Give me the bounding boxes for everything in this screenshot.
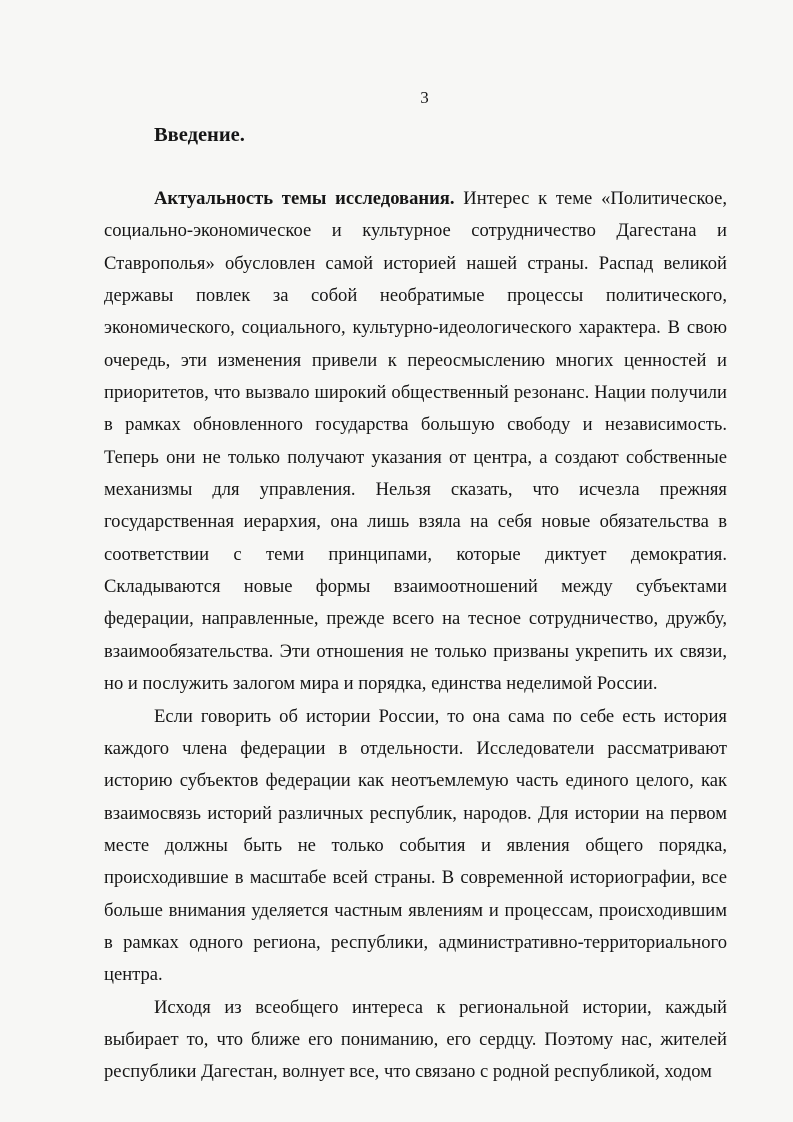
paragraph-lead: Актуальность темы исследования.: [154, 188, 455, 209]
section-heading: Введение.: [154, 124, 245, 146]
paragraph-history: Если говорить об истории России, то она сама по себе есть история каждого члена федерации в отдельности. Исследователи рассматривают историю субъектов федерации как неотъемлемую часть единого целого, как взаимосвязь историй различных республик, народов. Для истории на первом месте должны быть не только события и явления общего порядка, происходившие в масштабе всей страны. В современной историографии, все больше внимания уделяется частным явлениям и процессам, происходившим в рамках одного региона, республики, административно-территориального центра.: [104, 705, 727, 986]
paragraph-text: Интерес к теме «Политическое, социально-экономическое и культурное сотрудничество Дагестана и Ставрополья» обусловлен самой историей нашей страны. Распад великой державы повлек за собой необратимые процессы политического, экономического, социального, культурно-идеологического характера. В свою очередь, эти изменения привели к переосмыслению многих ценностей и приоритетов, что вызвало широкий общественный резонанс. Нации получили в рамках обновленного государства большую свободу и независимость. Теперь они не только получают указания от центра, а создают собственные механизмы для управления. Нельзя сказать, что исчезла прежняя государственная иерархия, она лишь взяла на себя новые обязательства в соответствии с теми принципами, которые диктует демократия. Складываются новые формы взаимоотношений между субъектами федерации, направленные, прежде всего на тесное сотрудничество, дружбу, взаимообязательства. Эти отношения не только призваны укрепить их связи, но и послужить залогом мира и порядка, единства неделимой России.: [104, 188, 727, 695]
paragraph-relevance: [104, 183, 727, 701]
page-number: 3: [420, 88, 429, 107]
paragraph-regional: Исходя из всеобщего интереса к региональной истории, каждый выбирает то, что ближе его пониманию, его сердцу. Поэтому нас, жителей республики Дагестан, волнует все, что связано с родной республикой, ходом: [104, 996, 727, 1083]
